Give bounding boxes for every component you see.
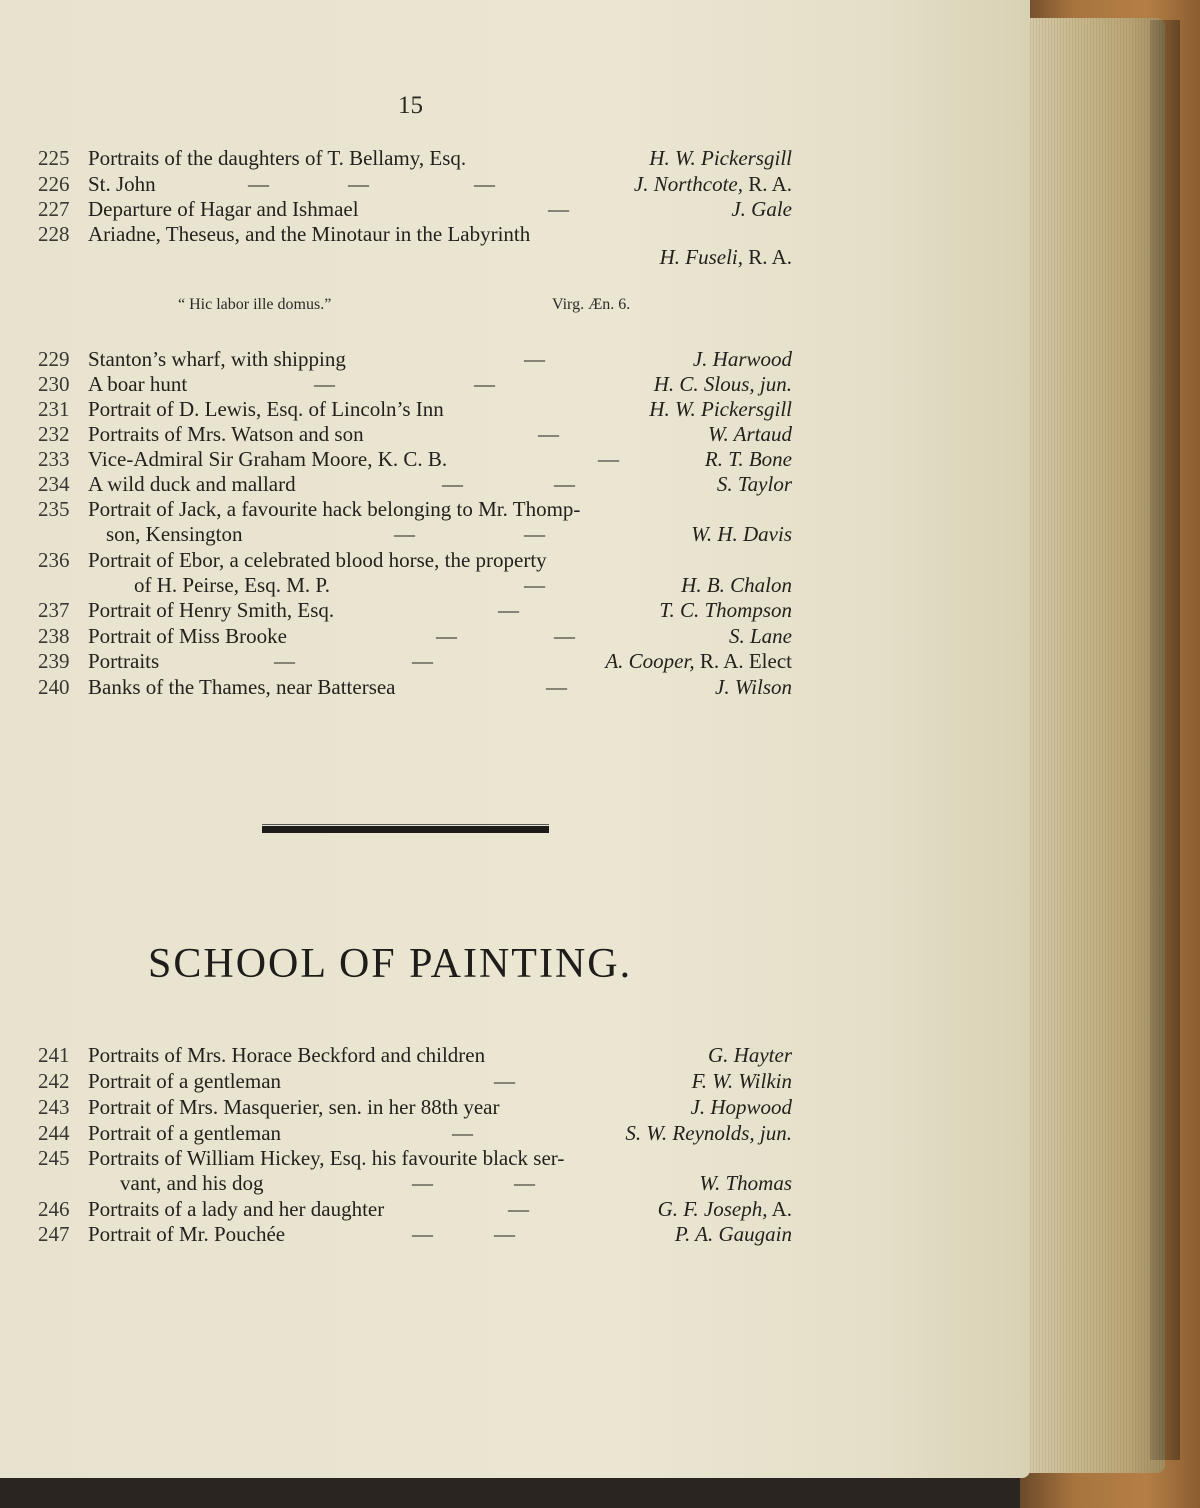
entry-number: 234 xyxy=(38,472,70,496)
entry-continuation xyxy=(38,245,798,271)
catalogue-entry xyxy=(38,172,798,198)
entry-artist: J. Harwood xyxy=(692,347,792,371)
catalogue-entry xyxy=(38,497,798,523)
entry-title: Portraits of Mrs. Horace Beckford and children xyxy=(88,1043,486,1067)
entry-title: Portrait of Miss Brooke xyxy=(88,624,287,648)
dash: — xyxy=(412,1222,433,1246)
catalogue-entry xyxy=(38,1146,798,1172)
entry-number: 246 xyxy=(38,1197,70,1221)
entry-artist: H. B. Chalon xyxy=(681,573,792,597)
catalogue-entry xyxy=(38,1222,798,1248)
entry-title: Banks of the Thames, near Battersea xyxy=(88,675,396,699)
catalogue-entry xyxy=(38,1043,798,1069)
entry-artist: F. W. Wilkin xyxy=(691,1069,792,1093)
section-heading: SCHOOL OF PAINTING. xyxy=(148,941,633,987)
dash: — xyxy=(554,472,575,496)
quote-source: Virg. Æn. 6. xyxy=(552,296,631,313)
page-edges xyxy=(1015,18,1165,1473)
entry-artist: S. Taylor xyxy=(716,472,792,496)
catalogue-entry xyxy=(38,1069,798,1095)
catalogue-entry xyxy=(38,372,798,398)
entry-title: Portraits of the daughters of T. Bellamy, Esq. xyxy=(88,146,467,170)
section-rule-thin xyxy=(262,824,549,825)
entry-number: 235 xyxy=(38,497,70,521)
entry-number: 225 xyxy=(38,146,70,170)
entry-number: 231 xyxy=(38,397,70,421)
entry-artist: W. H. Davis xyxy=(691,522,792,546)
entry-title: Stanton’s wharf, with shipping xyxy=(88,347,346,371)
entry-number: 232 xyxy=(38,422,70,446)
entry-artist: J. Northcote, R. A. xyxy=(633,172,792,196)
entry-number: 227 xyxy=(38,197,70,221)
entry-artist: G. F. Joseph, A. xyxy=(657,1197,792,1221)
entry-artist: J. Gale xyxy=(731,197,792,221)
entry-artist: J. Hopwood xyxy=(690,1095,792,1119)
dash: — xyxy=(508,1197,529,1221)
entry-artist: A. Cooper, R. A. Elect xyxy=(605,649,792,673)
entry-number: 241 xyxy=(38,1043,70,1067)
entry-number: 244 xyxy=(38,1121,70,1145)
entry-title: St. John xyxy=(88,172,156,196)
entry-number: 236 xyxy=(38,548,70,572)
entry-title: Portrait of Mrs. Masquerier, sen. in her 88th year xyxy=(88,1095,500,1119)
entry-number: 230 xyxy=(38,372,70,396)
entry-number: 233 xyxy=(38,447,70,471)
dash: — xyxy=(436,624,457,648)
catalogue-entry xyxy=(38,624,798,650)
continuation-text: son, Kensington xyxy=(106,522,243,546)
entry-number: 245 xyxy=(38,1146,70,1170)
catalogue-entry xyxy=(38,649,798,675)
entry-number: 247 xyxy=(38,1222,70,1246)
entry-title: Portrait of Ebor, a celebrated blood horse, the property xyxy=(88,548,547,572)
dash: — xyxy=(598,447,619,471)
entry-number: 243 xyxy=(38,1095,70,1119)
entry-title: Departure of Hagar and Ishmael xyxy=(88,197,359,221)
dash: — xyxy=(524,522,545,546)
dash: — xyxy=(348,172,369,196)
dash: — xyxy=(524,347,545,371)
dash: — xyxy=(498,598,519,622)
entry-artist: J. Wilson xyxy=(715,675,792,699)
entry-artist: P. A. Gaugain xyxy=(674,1222,792,1246)
dash: — xyxy=(314,372,335,396)
entry-title: Portrait of Henry Smith, Esq. xyxy=(88,598,335,622)
entry-artist: S. W. Reynolds, jun. xyxy=(625,1121,792,1145)
catalogue-entry xyxy=(38,422,798,448)
catalogue-entry xyxy=(38,447,798,473)
dash: — xyxy=(494,1222,515,1246)
entry-artist: H. Fuseli, R. A. xyxy=(659,245,792,269)
entry-title: A boar hunt xyxy=(88,372,188,396)
catalogue-entry xyxy=(38,1197,798,1223)
entry-continuation xyxy=(38,1171,798,1197)
entry-title: Portraits of Mrs. Watson and son xyxy=(88,422,364,446)
entry-artist: H. W. Pickersgill xyxy=(649,397,792,421)
entry-artist: H. W. Pickersgill xyxy=(649,146,792,170)
dash: — xyxy=(412,1171,433,1195)
entry-title: Portraits of a lady and her daughter xyxy=(88,1197,385,1221)
catalogue-entry xyxy=(38,675,798,701)
dash: — xyxy=(412,649,433,673)
dash: — xyxy=(514,1171,535,1195)
entry-number: 237 xyxy=(38,598,70,622)
catalogue-entry xyxy=(38,397,798,423)
dash: — xyxy=(474,172,495,196)
dash: — xyxy=(474,372,495,396)
catalogue-entry xyxy=(38,472,798,498)
entry-title: Ariadne, Theseus, and the Minotaur in the Labyrinth xyxy=(88,222,531,246)
entry-title: Portraits of William Hickey, Esq. his favourite black ser- xyxy=(88,1146,565,1170)
dash: — xyxy=(546,675,567,699)
continuation-text: vant, and his dog xyxy=(120,1171,264,1195)
catalogue-entry xyxy=(38,146,798,172)
entry-number: 239 xyxy=(38,649,70,673)
catalogue-entry xyxy=(38,197,798,223)
entry-title: Vice-Admiral Sir Graham Moore, K. C. B. xyxy=(88,447,448,471)
dash: — xyxy=(548,197,569,221)
entry-number: 240 xyxy=(38,675,70,699)
entry-title: Portraits xyxy=(88,649,160,673)
entry-continuation xyxy=(38,573,798,599)
page-number: 15 xyxy=(398,92,423,119)
entry-artist: R. T. Bone xyxy=(704,447,792,471)
entry-number: 228 xyxy=(38,222,70,246)
entry-number: 242 xyxy=(38,1069,70,1093)
dash: — xyxy=(524,573,545,597)
entry-title: Portrait of Mr. Pouchée xyxy=(88,1222,286,1246)
entry-continuation xyxy=(38,522,798,548)
entry-number: 226 xyxy=(38,172,70,196)
entry-artist: W. Artaud xyxy=(707,422,792,446)
dash: — xyxy=(274,649,295,673)
entry-number: 229 xyxy=(38,347,70,371)
continuation-text: of H. Peirse, Esq. M. P. xyxy=(134,573,331,597)
dash: — xyxy=(538,422,559,446)
entry-title: Portrait of a gentleman xyxy=(88,1121,282,1145)
catalogue-entry xyxy=(38,347,798,373)
entry-title: A wild duck and mallard xyxy=(88,472,296,496)
dash: — xyxy=(554,624,575,648)
catalogue-entry xyxy=(38,1095,798,1121)
entry-artist: G. Hayter xyxy=(708,1043,792,1067)
dash: — xyxy=(442,472,463,496)
entry-artist: H. C. Slous, jun. xyxy=(653,372,792,396)
entry-artist: W. Thomas xyxy=(699,1171,792,1195)
entry-artist: S. Lane xyxy=(729,624,792,648)
entry-title: Portrait of a gentleman xyxy=(88,1069,282,1093)
dash: — xyxy=(452,1121,473,1145)
entry-title: Portrait of D. Lewis, Esq. of Lincoln’s Inn xyxy=(88,397,444,421)
catalogue-entry xyxy=(38,1121,798,1147)
catalogue-entry xyxy=(38,598,798,624)
dash: — xyxy=(494,1069,515,1093)
catalogue-entry xyxy=(38,548,798,574)
entry-number: 238 xyxy=(38,624,70,648)
entry-artist: T. C. Thompson xyxy=(659,598,792,622)
dash: — xyxy=(248,172,269,196)
dash: — xyxy=(394,522,415,546)
entry-title: Portrait of Jack, a favourite hack belonging to Mr. Thomp- xyxy=(88,497,581,521)
cover-shadow xyxy=(1150,20,1180,1460)
quote-text: “ Hic labor ille domus.” xyxy=(178,296,332,313)
section-rule xyxy=(262,826,549,833)
